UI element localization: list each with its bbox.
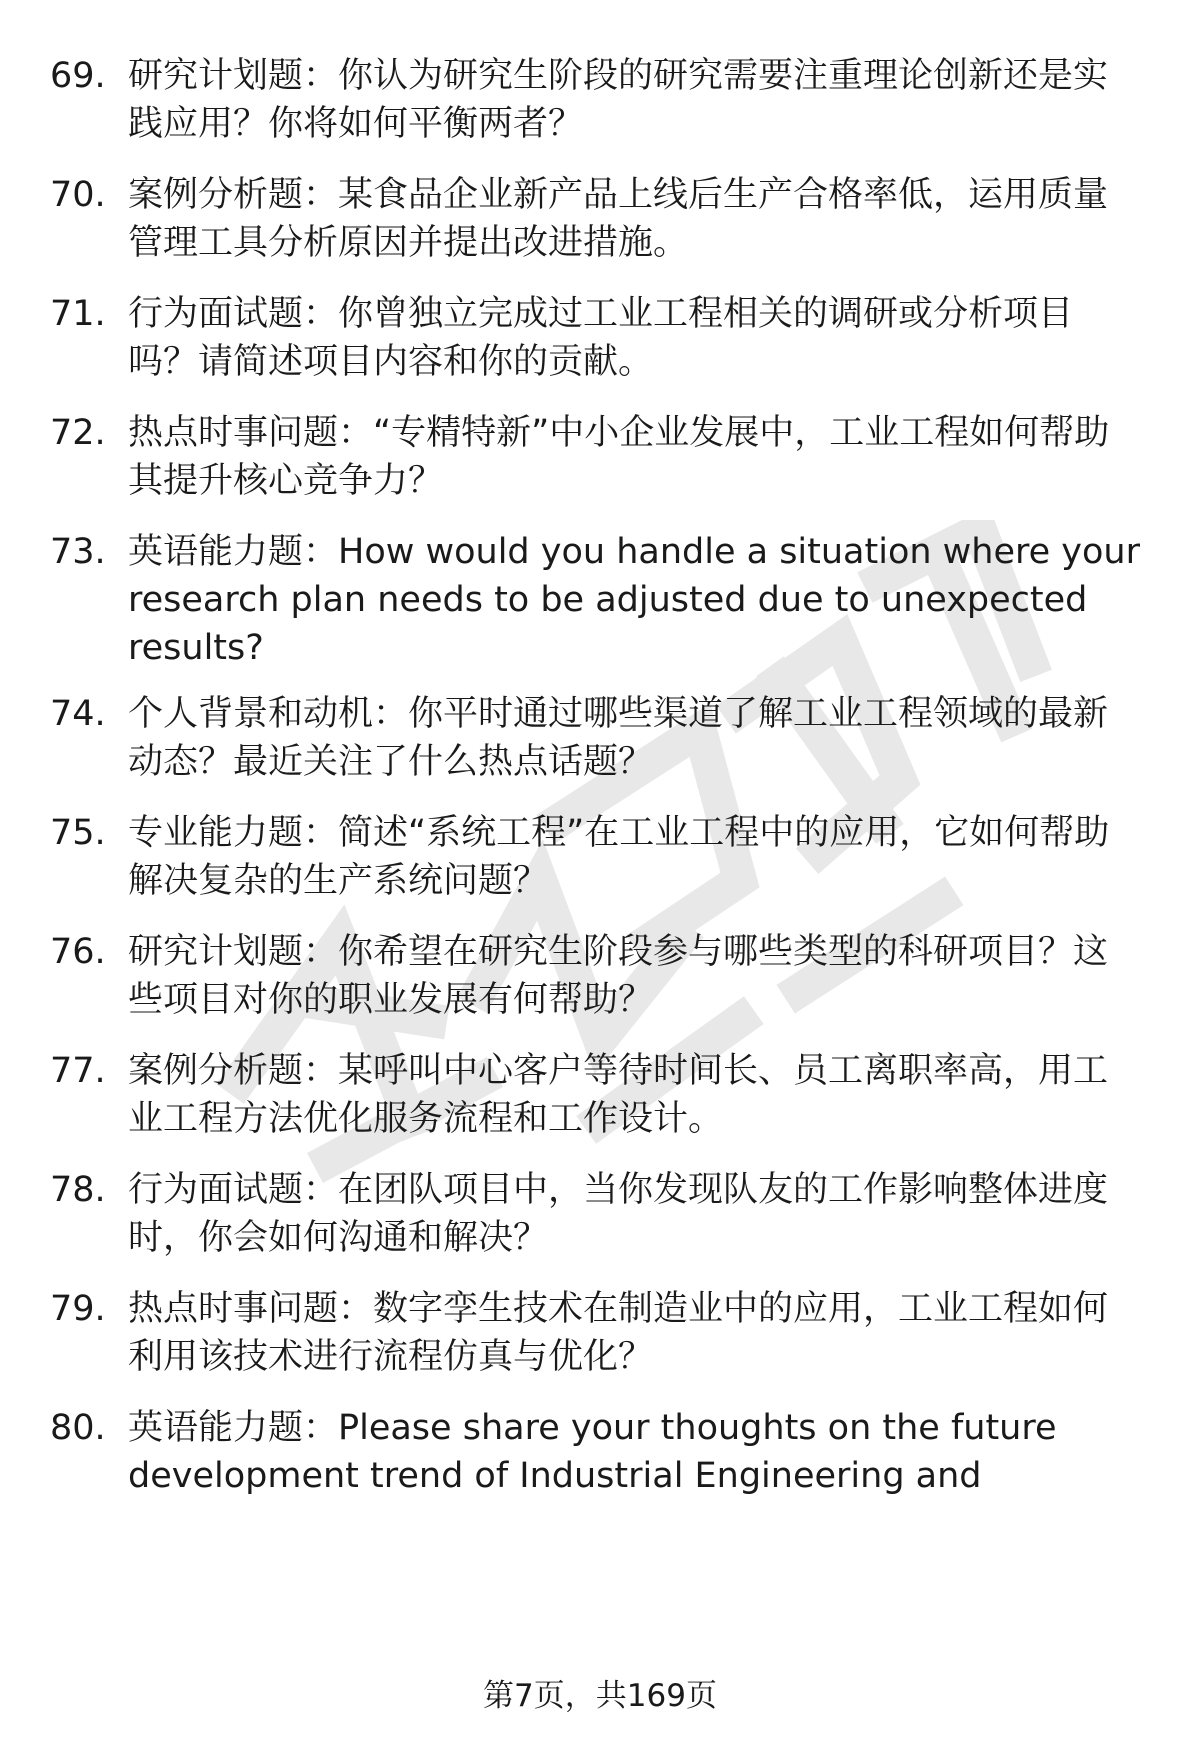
question-text: 研究计划题：你认为研究生阶段的研究需要注重理论创新还是实践应用？你将如何平衡两者？ bbox=[128, 56, 1109, 144]
question-text: 行为面试题：你曾独立完成过工业工程相关的调研或分析项目吗？请简述项目内容和你的贡献。 bbox=[128, 294, 1074, 382]
question-text: 英语能力题：Please share your thoughts on the future development trend of Industrial Engineering and bbox=[128, 1408, 1057, 1496]
question-number: 79. bbox=[50, 1289, 106, 1329]
question-text: 案例分析题：某食品企业新产品上线后生产合格率低，运用质量管理工具分析原因并提出改进措施。 bbox=[128, 175, 1109, 263]
question-text: 个人背景和动机：你平时通过哪些渠道了解工业工程领域的最新动态？最近关注了什么热点话题？ bbox=[128, 694, 1109, 782]
page-indicator: 第7页，共169页 bbox=[483, 1678, 717, 1714]
question-text: 英语能力题：How would you handle a situation where your research plan needs to be adjusted due to unexpected results? bbox=[128, 532, 1140, 668]
question-text: 热点时事问题：“专精特新”中小企业发展中，工业工程如何帮助其提升核心竞争力？ bbox=[128, 413, 1110, 501]
question-text: 案例分析题：某呼叫中心客户等待时间长、员工离职率高，用工业工程方法优化服务流程和工作设计。 bbox=[128, 1051, 1109, 1139]
question-text: 热点时事问题：数字孪生技术在制造业中的应用，工业工程如何利用该技术进行流程仿真与优化？ bbox=[128, 1289, 1109, 1377]
question-number: 80. bbox=[50, 1408, 106, 1448]
question-number: 72. bbox=[50, 413, 106, 453]
question-text: 行为面试题：在团队项目中，当你发现队友的工作影响整体进度时，你会如何沟通和解决？ bbox=[128, 1170, 1109, 1258]
question-text: 专业能力题：简述“系统工程”在工业工程中的应用，它如何帮助解决复杂的生产系统问题？ bbox=[128, 813, 1110, 901]
question-number: 69. bbox=[50, 56, 106, 96]
question-number: 76. bbox=[50, 932, 106, 972]
question-number: 70. bbox=[50, 175, 106, 215]
question-text: 研究计划题：你希望在研究生阶段参与哪些类型的科研项目？这些项目对你的职业发展有何帮助？ bbox=[128, 932, 1109, 1020]
question-number: 78. bbox=[50, 1170, 106, 1210]
question-number: 73. bbox=[50, 532, 106, 572]
question-number: 71. bbox=[50, 294, 106, 334]
question-number: 74. bbox=[50, 694, 106, 734]
question-number: 77. bbox=[50, 1051, 106, 1091]
question-number: 75. bbox=[50, 813, 106, 853]
